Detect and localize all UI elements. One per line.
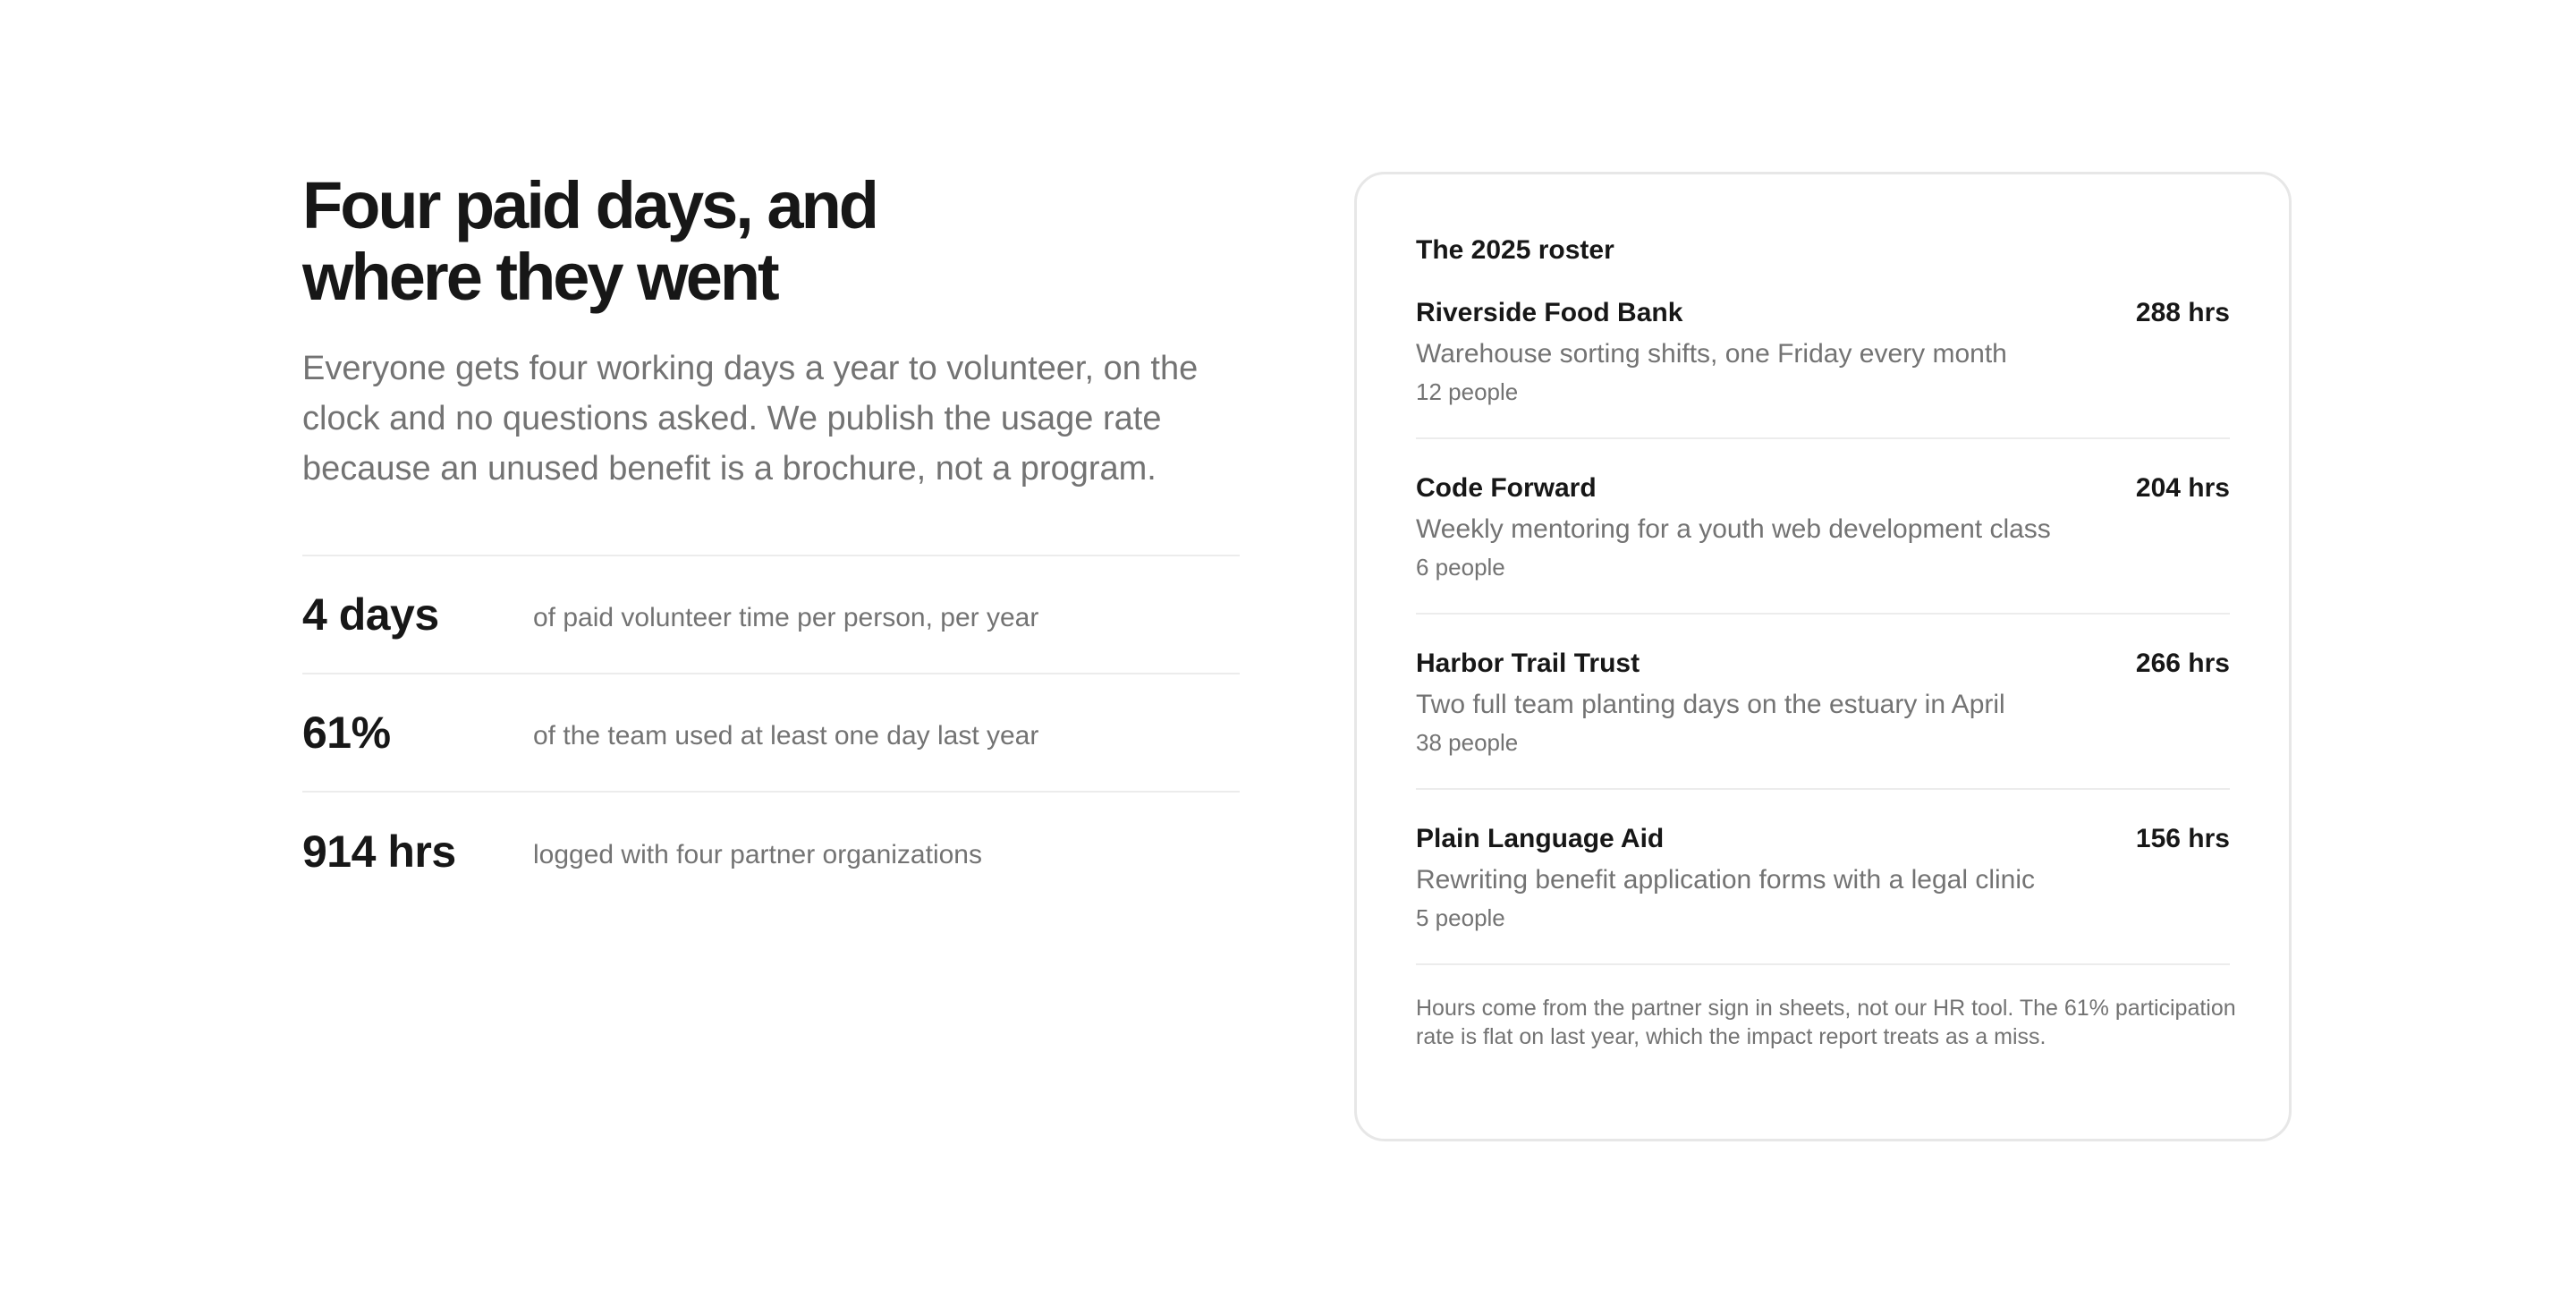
intro-section xyxy=(302,170,1240,911)
org-name: Plain Language Aid xyxy=(1416,824,1665,853)
org-hours: 204 hrs xyxy=(2135,473,2230,503)
stat-label: logged with four partner organizations xyxy=(533,840,982,869)
org-people-count: 5 people xyxy=(1416,904,1505,931)
stat-value: 914 hrs xyxy=(302,827,456,877)
stat-value: 61% xyxy=(302,708,391,758)
roster-item-riverside-food-bank xyxy=(1416,289,2230,439)
stat-value: 4 days xyxy=(302,589,439,640)
stat-label: of the team used at least one day last year xyxy=(533,721,1039,751)
org-people-count: 38 people xyxy=(1416,729,1519,756)
org-description: Two full team planting days on the estuary in April xyxy=(1416,690,2005,719)
org-description: Warehouse sorting shifts, one Friday every month xyxy=(1416,339,2007,369)
org-hours: 156 hrs xyxy=(2135,824,2230,853)
intro-lede: Everyone gets four working days a year to volunteer, on the clock and no questions asked. We publish the usage rate because an unused benefit is a brochure, not a program. xyxy=(302,350,1199,488)
stat-row-participation xyxy=(302,674,1240,793)
stat-row-hours xyxy=(302,793,1240,911)
roster-item-header xyxy=(1416,298,2230,328)
org-hours: 288 hrs xyxy=(2135,298,2230,327)
page-title xyxy=(302,170,982,313)
org-name: Code Forward xyxy=(1416,473,1597,503)
org-description: Weekly mentoring for a youth web development class xyxy=(1416,514,2051,544)
stats-list xyxy=(302,555,1240,911)
roster-item-header xyxy=(1416,649,2230,679)
org-people-count: 12 people xyxy=(1416,378,1519,405)
stat-row-days xyxy=(302,556,1240,674)
page-title-line-1: Four paid days, and xyxy=(302,168,877,242)
org-people-count: 6 people xyxy=(1416,554,1505,581)
roster-footnote: Hours come from the partner sign in sheets, not our HR tool. The 61% participation rate is flat on last year, which the impact report treats as a miss. xyxy=(1416,996,2236,1049)
org-name: Harbor Trail Trust xyxy=(1416,649,1640,678)
roster-item-header xyxy=(1416,473,2230,504)
org-name: Riverside Food Bank xyxy=(1416,298,1683,327)
roster-title: The 2025 roster xyxy=(1416,235,1614,265)
page-title-line-2: where they went xyxy=(302,240,777,314)
roster-card xyxy=(1354,172,2292,1141)
roster-item-harbor-trail-trust xyxy=(1416,615,2230,790)
roster-item-code-forward xyxy=(1416,439,2230,615)
roster-item-plain-language-aid xyxy=(1416,790,2230,965)
org-description: Rewriting benefit application forms with a legal clinic xyxy=(1416,865,2035,895)
roster-item-header xyxy=(1416,824,2230,854)
org-hours: 266 hrs xyxy=(2135,649,2230,678)
stat-label: of paid volunteer time per person, per year xyxy=(533,603,1039,632)
